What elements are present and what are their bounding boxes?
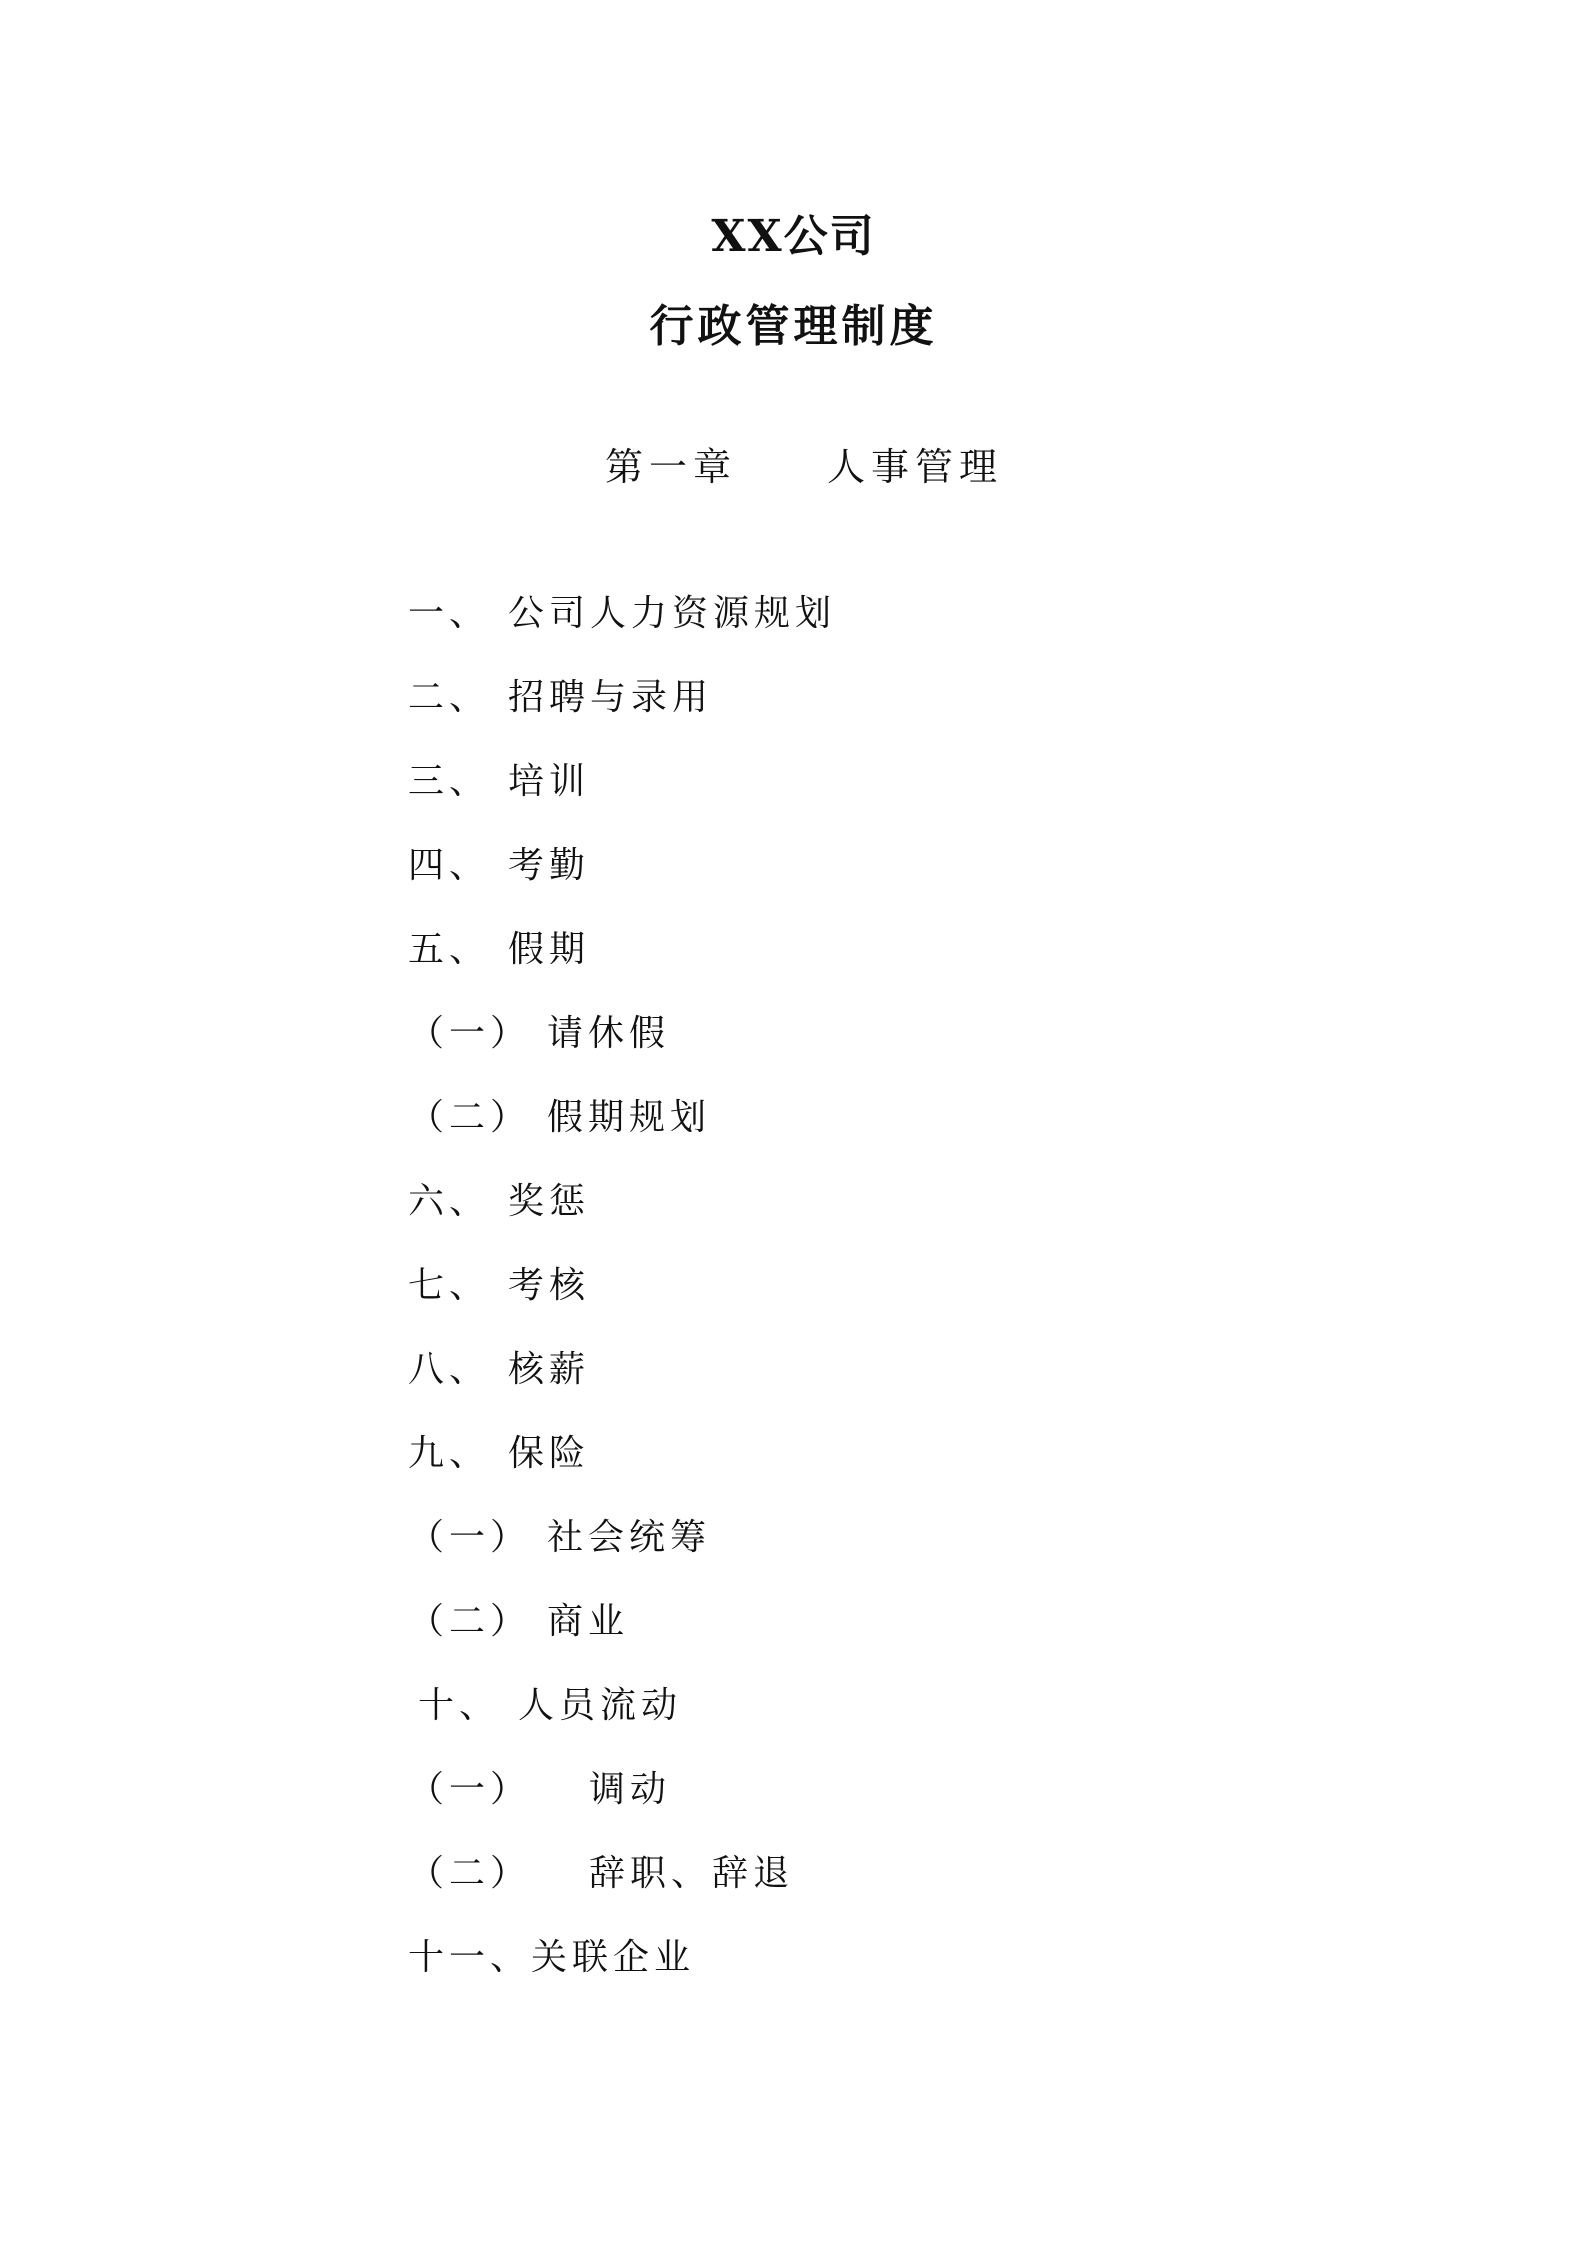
list-item (408, 760, 590, 804)
chapter-name: 人事管理 (827, 445, 1004, 489)
item-text: 关联企业 (531, 1937, 696, 1978)
item-number: 八、 (408, 1349, 491, 1390)
item-number: （一） (408, 1013, 532, 1054)
item-text: 人员流动 (518, 1685, 683, 1726)
list-item (408, 1936, 695, 1980)
list-item (408, 1264, 590, 1308)
list-item (418, 1684, 682, 1728)
list-item (408, 1180, 590, 1224)
company-title: XX公司 (711, 211, 876, 262)
item-number: 一、 (408, 593, 491, 634)
item-number: （一） (408, 1769, 532, 1810)
chapter-number: 第一章 (605, 445, 738, 489)
document-title: 行政管理制度 (649, 301, 938, 352)
item-text: 核薪 (508, 1349, 591, 1390)
item-number: 十一、 (408, 1937, 532, 1978)
item-number: （二） (408, 1853, 532, 1894)
item-text: 商业 (547, 1601, 630, 1642)
item-text: 保险 (508, 1433, 591, 1474)
item-number: 二、 (408, 677, 491, 718)
item-number: 九、 (408, 1433, 491, 1474)
item-text: 假期 (508, 929, 591, 970)
item-text: 辞职、辞退 (589, 1853, 795, 1894)
item-number: （一） (408, 1517, 532, 1558)
item-number: （二） (408, 1601, 532, 1642)
item-number: （二） (408, 1097, 532, 1138)
item-text: 培训 (508, 761, 591, 802)
item-number: 六、 (408, 1181, 491, 1222)
list-item (408, 1516, 711, 1560)
list-item (408, 676, 713, 720)
item-number: 三、 (408, 761, 491, 802)
list-item (408, 1432, 590, 1476)
list-item (408, 1600, 629, 1644)
item-number: 十、 (418, 1685, 501, 1726)
item-text: 请休假 (547, 1013, 671, 1054)
item-number: 四、 (408, 845, 491, 886)
list-item (408, 592, 836, 636)
list-item (408, 1012, 670, 1056)
list-item (408, 1348, 590, 1392)
list-item (408, 1768, 671, 1812)
list-item (408, 844, 590, 888)
item-text: 社会统筹 (547, 1517, 712, 1558)
item-text: 调动 (589, 1769, 672, 1810)
item-text: 考勤 (508, 845, 591, 886)
item-text: 奖惩 (508, 1181, 591, 1222)
item-text: 招聘与录用 (508, 677, 714, 718)
list-item (408, 1096, 711, 1140)
list-item (408, 928, 590, 972)
item-text: 公司人力资源规划 (508, 593, 837, 634)
item-number: 七、 (408, 1265, 491, 1306)
item-number: 五、 (408, 929, 491, 970)
item-text: 假期规划 (547, 1097, 712, 1138)
list-item (408, 1852, 794, 1896)
item-text: 考核 (508, 1265, 591, 1306)
